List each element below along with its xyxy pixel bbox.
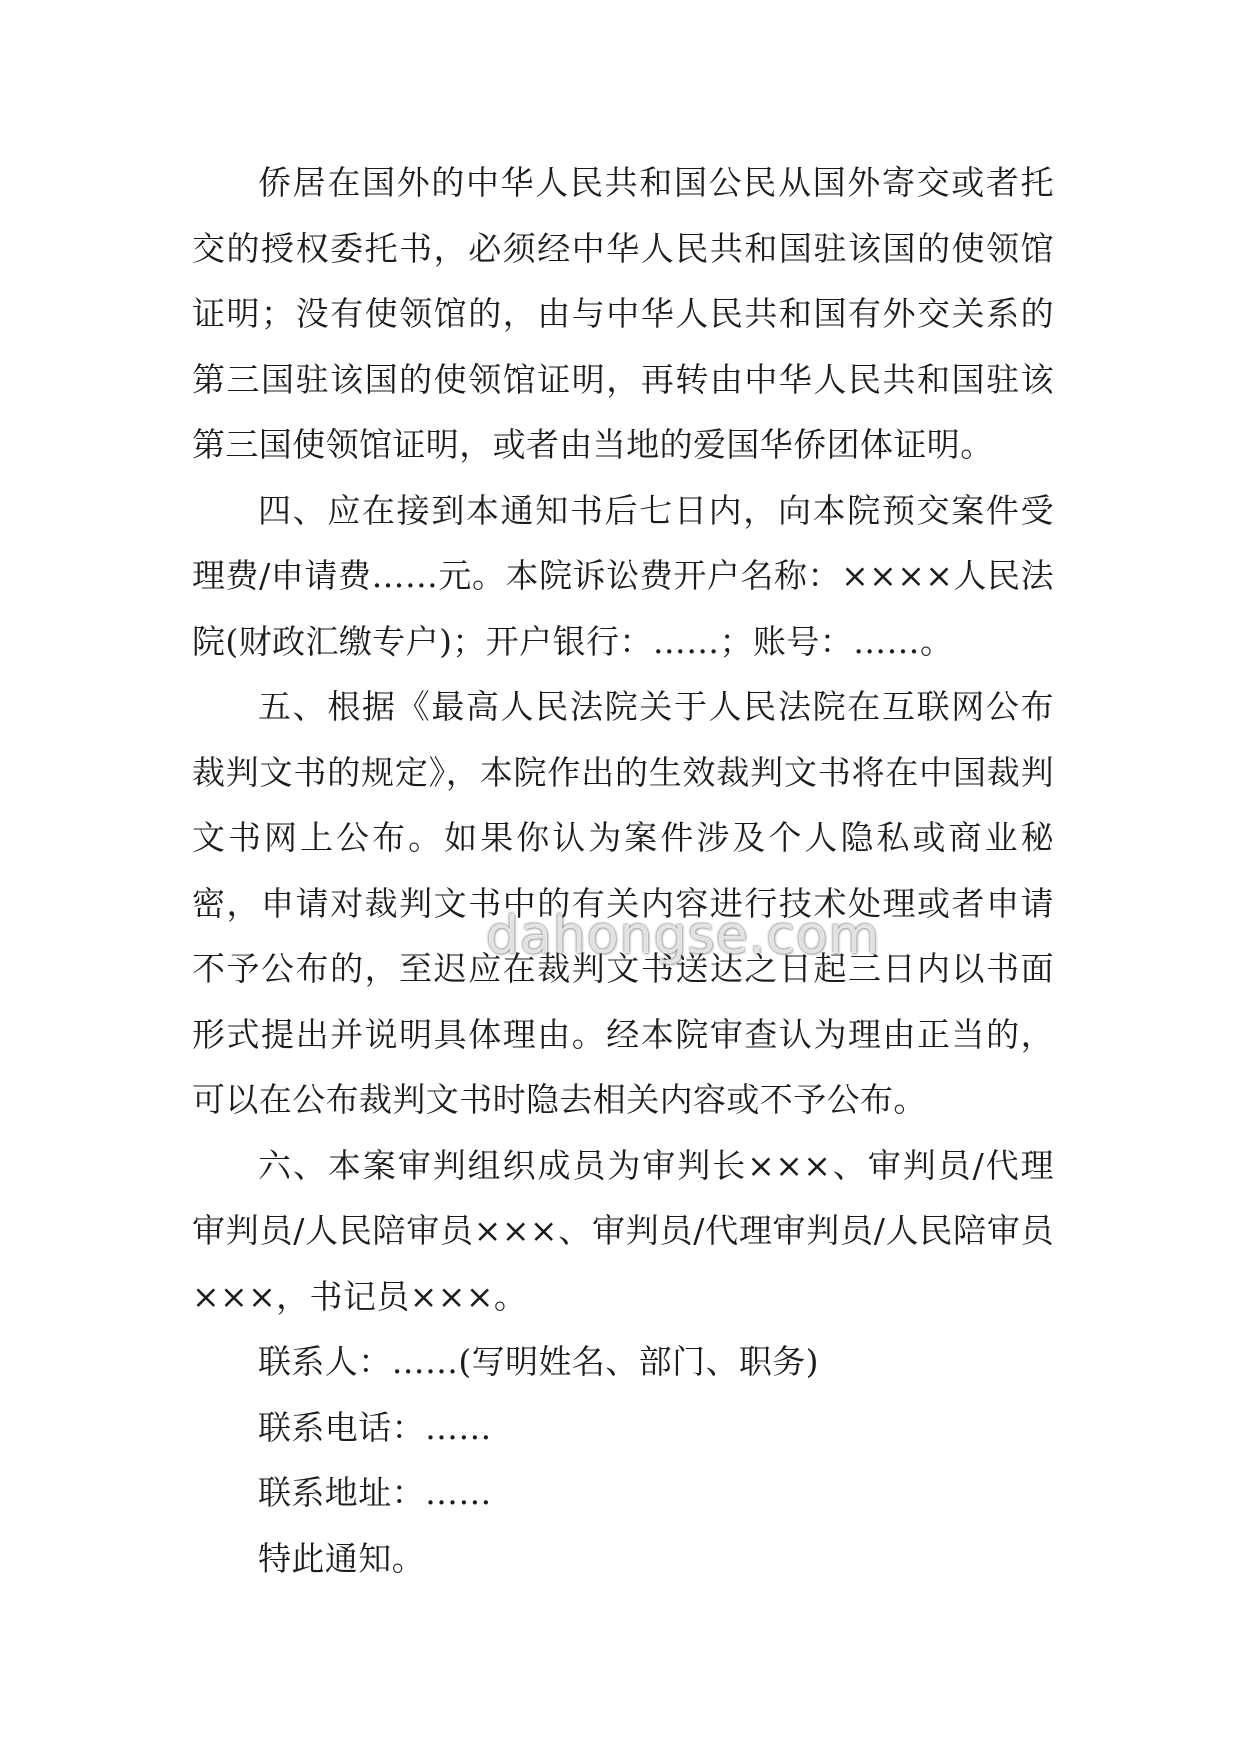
paragraph-overseas-authorization: 侨居在国外的中华人民共和国公民从国外寄交或者托交的授权委托书，必须经中华人民共和国驻该国的使领馆证明；没有使领馆的，由与中华人民共和国有外交关系的第三国驻该国的使领馆证明，再转由中华人民共和国驻该第三国使领馆证明，或者由当地的爱国华侨团体证明。 <box>192 163 1054 464</box>
contact-person: 联系人：……(写明姓名、部门、职务) <box>258 1342 819 1381</box>
paragraph-fee-payment: 四、应在接到本通知书后七日内，向本院预交案件受理费/申请费……元。本院诉讼费开户名称：××××人民法院(财政汇缴专户)；开户银行：……；账号：……。 <box>192 490 1054 661</box>
paragraph-judgment-publication: 五、根据《最高人民法院关于人民法院在互联网公布裁判文书的规定》，本院作出的生效裁判文书将在中国裁判文书网上公布。如果你认为案件涉及个人隐私或商业秘密，申请对裁判文书中的有关内容进行技术处理或者申请不予公布的，至迟应在裁判文书送达之日起三日内以书面形式提出并说明具体理由。经本院审查认为理由正当的，可以在公布裁判文书时隐去相关内容或不予公布。 <box>192 687 1054 1119</box>
paragraph-trial-members: 六、本案审判组织成员为审判长×××、审判员/代理审判员/人民陪审员×××、审判员/代理审判员/人民陪审员×××，书记员×××。 <box>192 1145 1054 1316</box>
contact-address: 联系地址：…… <box>258 1473 492 1512</box>
closing-statement: 特此通知。 <box>258 1538 425 1578</box>
watermark: dahongse.com <box>486 906 881 966</box>
contact-phone: 联系电话：…… <box>258 1407 492 1447</box>
document-body <box>192 150 1054 1591</box>
